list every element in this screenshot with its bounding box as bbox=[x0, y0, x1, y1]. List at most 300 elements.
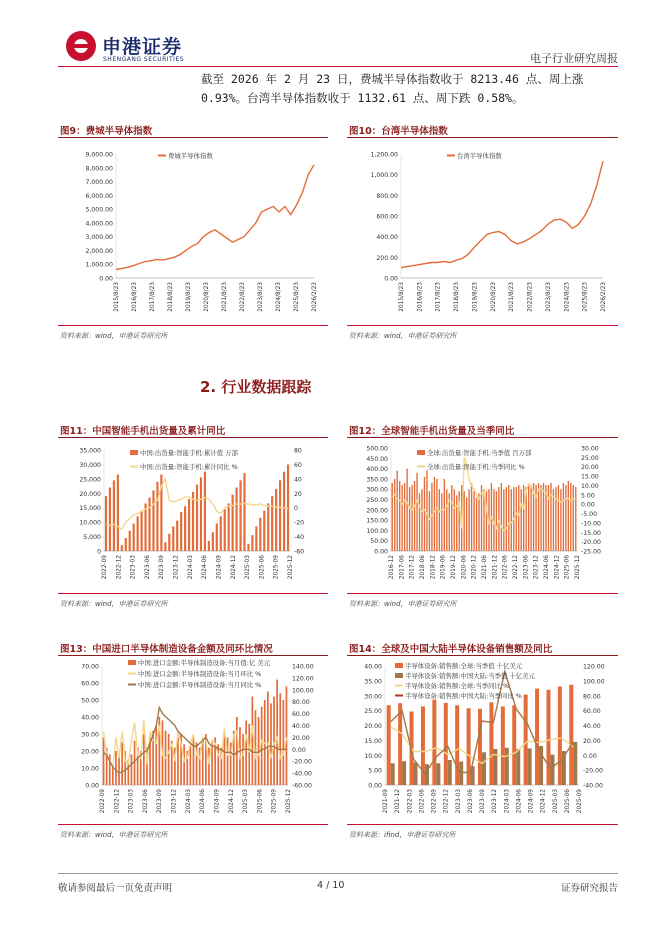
fig13-legend-label: 中国:进口金额:半导体制造设备:当月同比 % bbox=[138, 681, 262, 689]
fig11-bar bbox=[137, 516, 139, 551]
fig13-legend-label: 中国:进口金额:半导体制造设备:当月环比 % bbox=[138, 670, 262, 678]
fig11-bar bbox=[279, 480, 281, 551]
fig9-ytick-label: 2,000.00 bbox=[85, 247, 113, 255]
fig14-bar bbox=[467, 708, 471, 785]
fig14-bar bbox=[501, 706, 505, 785]
fig12-bar bbox=[563, 483, 564, 551]
fig14-legend-swatch bbox=[395, 673, 403, 678]
fig11-legend-swatch bbox=[130, 450, 138, 455]
fig9-xtick-label: 2018/8/23 bbox=[168, 282, 174, 312]
fig9-xtick-label: 2022/8/23 bbox=[240, 282, 246, 312]
fig14-ytick-label: 40.00 bbox=[364, 663, 382, 671]
fig13-xtick-label: 2022-12 bbox=[114, 789, 121, 814]
fig11-bar bbox=[172, 526, 174, 551]
fig12-bar bbox=[426, 471, 427, 551]
fig14-ytick-label: 5.00 bbox=[368, 767, 382, 775]
fig12-bar bbox=[421, 489, 422, 551]
fig13-chart bbox=[58, 658, 328, 818]
fig12-bar bbox=[550, 483, 551, 551]
fig14-bar bbox=[558, 687, 562, 785]
fig13-xtick-label: 2025-03 bbox=[243, 789, 250, 814]
fig10-xtick-label: 2016/8/23 bbox=[417, 282, 424, 312]
fig13-bar bbox=[242, 734, 244, 785]
fig14-bar bbox=[414, 762, 418, 785]
fig12-bar bbox=[459, 491, 460, 551]
fig12-bar bbox=[397, 471, 398, 551]
fig11-bar bbox=[271, 496, 273, 551]
fig12-ytick-label: 200.00 bbox=[366, 507, 388, 515]
fig12-xtick-label: 2022-12 bbox=[513, 555, 519, 580]
logo-text-en: SHENGANG SECURITIES bbox=[103, 56, 185, 63]
fig11-ytick-label: 0 bbox=[97, 548, 101, 556]
fig11-bar bbox=[235, 488, 237, 551]
fig11-xtick-label: 2022-12 bbox=[116, 555, 123, 580]
intro-paragraph: 截至 2026 年 2 月 23 日，费城半导体指数收于 8213.46 点、周上涨 0.93%。台湾半导体指数收于 1132.61 点、周下跌 0.58%。 bbox=[201, 72, 584, 105]
fig12-bar bbox=[498, 487, 499, 551]
fig14-bar bbox=[425, 764, 429, 785]
fig11-bar bbox=[113, 480, 115, 551]
fig9-xtick-label: 2017/8/23 bbox=[150, 282, 156, 312]
fig9-chart bbox=[58, 140, 328, 320]
fig11-xtick-label: 2023-06 bbox=[144, 555, 151, 580]
fig13-y2tick-label: 80.00 bbox=[292, 699, 310, 707]
fig13-xtick-label: 2025-09 bbox=[271, 789, 278, 814]
fig11-bar bbox=[168, 534, 170, 551]
fig11-source: 资料来源：wind，申港证券研究所 bbox=[60, 600, 168, 608]
fig13-bar bbox=[251, 697, 253, 785]
fig11-ytick-label: 30,000 bbox=[79, 461, 101, 469]
fig11-bottom-rule bbox=[58, 593, 328, 594]
fig13-bar bbox=[193, 737, 195, 785]
fig13-bar bbox=[131, 754, 133, 785]
fig12-bar bbox=[501, 483, 502, 551]
fig11-bar bbox=[263, 511, 265, 551]
fig14-legend-label: 半导体设备:销售额:全球:当季同比 % bbox=[405, 682, 510, 690]
fig11-bar bbox=[156, 482, 158, 551]
fig13-y2tick-label: 20.00 bbox=[292, 734, 310, 742]
fig10-ytick-label: 800.00 bbox=[376, 192, 398, 200]
fig14-xtick-label: 2025-03 bbox=[552, 789, 559, 814]
fig9-xtick-label: 2015/8/23 bbox=[114, 282, 120, 312]
fig9-xtick-label: 2016/8/23 bbox=[132, 282, 138, 312]
fig12-bar bbox=[568, 481, 569, 551]
fig12-bar bbox=[456, 495, 457, 551]
fig10-source: 资料来源：wind，申港证券研究所 bbox=[349, 332, 457, 340]
fig9-ytick-label: 9,000.00 bbox=[85, 151, 113, 159]
fig9-ytick-label: 1,000.00 bbox=[85, 261, 113, 269]
fig12-bar bbox=[451, 485, 452, 551]
fig13-bar bbox=[134, 741, 136, 785]
fig10-ytick-label: 1,200.00 bbox=[370, 151, 398, 159]
fig10-xtick-label: 2021/8/23 bbox=[509, 282, 516, 312]
fig13-ytick-label: 20.00 bbox=[81, 748, 99, 756]
fig12-bar bbox=[406, 469, 407, 551]
fig14-bar bbox=[387, 705, 391, 785]
fig14-y2tick-label: 100.00 bbox=[583, 678, 605, 686]
fig14-bar bbox=[478, 709, 482, 785]
fig9-rule bbox=[58, 137, 328, 138]
fig13-bar bbox=[286, 686, 288, 785]
fig11-xtick-label: 2025-09 bbox=[273, 555, 280, 580]
fig10-xtick-label: 2018/8/23 bbox=[454, 282, 461, 312]
fig12-bar bbox=[392, 483, 393, 551]
fig13-y2tick-label: -40.00 bbox=[292, 770, 312, 778]
fig14-legend-label: 半导体设备:销售额:中国大陆:当季同比 % bbox=[405, 692, 522, 700]
fig9-xtick-label: 2021/8/23 bbox=[222, 282, 228, 312]
fig14-ytick-label: 35.00 bbox=[364, 678, 382, 686]
fig11-xtick-label: 2024-09 bbox=[216, 555, 223, 580]
fig14-y2tick-label: -20.00 bbox=[583, 767, 603, 775]
fig10-ytick-label: 400.00 bbox=[376, 234, 398, 242]
fig12-bar bbox=[565, 485, 566, 551]
fig14-bar bbox=[402, 761, 406, 785]
fig12-bottom-rule bbox=[347, 593, 618, 594]
fig12-bar bbox=[444, 479, 445, 551]
fig9-xtick-label: 2026/2/23 bbox=[312, 282, 318, 312]
fig11-bar bbox=[184, 506, 186, 551]
fig11-bar bbox=[228, 503, 230, 551]
fig14-ytick-label: 0.00 bbox=[368, 782, 382, 790]
fig12-xtick-label: 2021-06 bbox=[482, 555, 488, 580]
fig11-xtick-label: 2024-12 bbox=[230, 555, 237, 580]
fig12-bar bbox=[543, 483, 544, 551]
fig12-y2tick-label: -20.00 bbox=[581, 539, 601, 547]
fig11-bar bbox=[176, 521, 178, 551]
fig14-ytick-label: 20.00 bbox=[364, 723, 382, 730]
fig11-bar bbox=[232, 495, 234, 551]
fig10-xtick-label: 2019/8/23 bbox=[472, 282, 479, 312]
fig12-xtick-label: 2020-06 bbox=[461, 555, 468, 580]
fig12-xtick-label: 2022-06 bbox=[502, 555, 509, 580]
fig12-bar bbox=[466, 497, 467, 551]
fig13-y2tick-label: 60.00 bbox=[292, 711, 310, 719]
fig11-xtick-label: 2023-03 bbox=[130, 555, 137, 580]
fig14-ytick-label: 10.00 bbox=[364, 752, 382, 760]
fig12-bar bbox=[454, 489, 455, 551]
fig11-xtick-label: 2025-06 bbox=[259, 555, 266, 580]
fig13-xtick-label: 2025-12 bbox=[286, 789, 292, 814]
fig11-bar bbox=[200, 477, 202, 551]
fig13-ytick-label: 10.00 bbox=[81, 765, 99, 773]
fig12-bar bbox=[503, 489, 504, 551]
fig10-ytick-label: 1,000.00 bbox=[370, 172, 398, 180]
fig9-legend-label: 费城半导体指数 bbox=[168, 152, 213, 160]
fig12-ytick-label: 50.00 bbox=[370, 538, 388, 546]
fig14-bar bbox=[546, 690, 550, 785]
fig13-bar bbox=[270, 703, 272, 785]
fig12-xtick-label: 2020-12 bbox=[471, 555, 478, 580]
fig12-bar bbox=[496, 491, 497, 551]
fig12-bar bbox=[516, 487, 517, 551]
fig9-title: 图9：费城半导体指数 bbox=[60, 126, 153, 137]
logo-text-cn: 申港证券 bbox=[102, 36, 183, 58]
fig13-xtick-label: 2023-09 bbox=[157, 789, 164, 814]
fig13-bar bbox=[115, 751, 117, 785]
fig14-bar bbox=[398, 703, 402, 785]
fig13-bar bbox=[267, 692, 269, 786]
fig12-legend-swatch bbox=[417, 450, 425, 455]
fig11-bar bbox=[152, 490, 154, 551]
fig12-ytick-label: 450.00 bbox=[366, 455, 388, 463]
fig13-y2tick-label: 40.00 bbox=[292, 723, 310, 730]
fig12-bar bbox=[538, 483, 539, 551]
fig13-bar bbox=[245, 720, 247, 785]
fig14-ytick-label: 30.00 bbox=[364, 693, 382, 701]
fig14-ytick-label: 15.00 bbox=[364, 737, 382, 745]
fig13-bar bbox=[189, 746, 191, 785]
fig13-xtick-label: 2024-12 bbox=[228, 789, 235, 814]
fig13-xtick-label: 2024-06 bbox=[200, 789, 207, 814]
fig9-series-line bbox=[116, 165, 314, 270]
fig10-ytick-label: 0.00 bbox=[384, 275, 398, 283]
fig11-bar bbox=[121, 545, 123, 551]
fig12-bar bbox=[468, 489, 469, 551]
fig10-rule bbox=[347, 137, 618, 138]
fig13-xtick-label: 2024-09 bbox=[214, 789, 221, 814]
fig12-bar bbox=[411, 485, 412, 551]
fig11-bar bbox=[212, 532, 214, 551]
fig12-bar bbox=[463, 491, 464, 551]
fig11-bar bbox=[251, 535, 253, 551]
fig13-ytick-label: 30.00 bbox=[81, 731, 99, 739]
fig14-bar bbox=[528, 748, 532, 785]
fig12-bar bbox=[486, 491, 487, 551]
fig13-bar bbox=[282, 700, 284, 785]
fig13-ytick-label: 0.00 bbox=[85, 782, 99, 790]
fig12-xtick-label: 2016-12 bbox=[389, 555, 395, 580]
fig12-y2tick-label: 25.00 bbox=[581, 454, 599, 462]
fig12-bar bbox=[419, 493, 420, 551]
fig14-xtick-label: 2022-03 bbox=[407, 789, 414, 814]
fig10-xtick-label: 2022/8/23 bbox=[527, 282, 534, 312]
fig12-xtick-label: 2024-06 bbox=[544, 555, 550, 580]
fig9-ytick-label: 3,000.00 bbox=[85, 234, 113, 242]
fig13-bar bbox=[183, 744, 185, 785]
fig11-bar bbox=[243, 473, 245, 551]
fig13-bar bbox=[208, 748, 210, 785]
fig12-bar bbox=[558, 485, 559, 551]
fig12-ytick-label: 150.00 bbox=[366, 517, 388, 525]
fig13-y2tick-label: -20.00 bbox=[292, 758, 312, 766]
fig12-bar bbox=[523, 485, 524, 551]
fig12-legend-label: 全球:出货量:智能手机:当季同比 % bbox=[427, 463, 525, 471]
fig14-bar bbox=[444, 703, 448, 785]
fig11-xtick-label: 2023-09 bbox=[159, 555, 166, 580]
fig11-ytick-label: 25,000 bbox=[79, 476, 101, 484]
fig12-bar bbox=[404, 483, 405, 551]
fig13-legend-swatch bbox=[128, 660, 136, 665]
fig13-bar bbox=[177, 737, 179, 785]
fig14-xtick-label: 2022-12 bbox=[443, 789, 450, 814]
fig14-legend-label: 半导体设备:销售额:全球:当季值 十亿美元 bbox=[405, 662, 523, 670]
fig14-bar bbox=[550, 755, 554, 785]
fig14-rule bbox=[347, 655, 618, 656]
fig14-y2tick-label: 40.00 bbox=[583, 723, 601, 730]
fig14-title: 图14：全球及中国大陆半导体设备销售额及同比 bbox=[349, 644, 553, 655]
fig12-bar bbox=[548, 485, 549, 551]
fig14-y2tick-label: 120.00 bbox=[583, 663, 605, 671]
fig13-xtick-label: 2022-09 bbox=[100, 789, 106, 814]
fig12-bar bbox=[518, 485, 519, 551]
fig14-bar bbox=[448, 760, 452, 785]
fig11-legend-label: 中国:出货量:智能手机:累计同比 % bbox=[140, 463, 238, 471]
fig12-y2tick-label: 15.00 bbox=[581, 473, 599, 481]
fig11-y2tick-label: -60 bbox=[294, 548, 305, 556]
fig10-legend-label: 台湾半导体指数 bbox=[457, 152, 502, 160]
fig12-y2tick-label: -25.00 bbox=[581, 548, 601, 556]
fig12-bar bbox=[506, 487, 507, 551]
fig13-legend-label: 中国:进口金额:半导体制造设备:当月值:亿 美元 bbox=[138, 659, 271, 667]
fig10-xtick-label: 2017/8/23 bbox=[435, 282, 442, 312]
fig14-bar bbox=[482, 752, 486, 785]
fig12-bar bbox=[478, 493, 479, 551]
fig10-series-line bbox=[401, 161, 603, 268]
report-type: 电子行业研究周报 bbox=[530, 52, 618, 65]
fig11-y2tick-label: -40 bbox=[294, 534, 305, 542]
fig10-bottom-rule bbox=[347, 325, 618, 326]
fig11-bar bbox=[144, 503, 146, 551]
fig14-bottom-rule bbox=[347, 824, 618, 825]
fig10-ytick-label: 200.00 bbox=[376, 254, 398, 262]
fig12-y2tick-label: 0.00 bbox=[581, 501, 595, 509]
fig9-source: 资料来源：wind，申港证券研究所 bbox=[60, 332, 168, 340]
fig10-ytick-label: 600.00 bbox=[376, 213, 398, 221]
fig11-bar bbox=[125, 538, 127, 551]
fig10-xtick-label: 2023/8/23 bbox=[545, 282, 552, 312]
fig12-ytick-label: 350.00 bbox=[366, 476, 388, 484]
fig14-xtick-label: 2025-06 bbox=[564, 789, 571, 814]
fig11-y2tick-label: -20 bbox=[294, 519, 305, 527]
fig13-ytick-label: 60.00 bbox=[81, 680, 99, 688]
fig11-ytick-label: 35,000 bbox=[79, 447, 101, 455]
fig12-xtick-label: 2017-06 bbox=[399, 555, 406, 580]
fig14-source: 资料来源：ifind，申港证券研究所 bbox=[349, 831, 456, 839]
fig14-xtick-label: 2023-09 bbox=[480, 789, 486, 814]
fig12-rule bbox=[347, 437, 618, 438]
fig13-bar bbox=[121, 743, 123, 786]
fig12-bar bbox=[528, 485, 529, 551]
fig12-bar bbox=[476, 497, 477, 551]
fig12-xtick-label: 2019-12 bbox=[451, 555, 457, 580]
fig10-xtick-label: 2024/8/23 bbox=[564, 282, 571, 312]
fig12-bar bbox=[401, 485, 402, 551]
fig14-bar bbox=[459, 761, 463, 785]
fig12-y2tick-label: 5.00 bbox=[581, 492, 595, 500]
fig14-bar bbox=[489, 702, 493, 785]
fig11-bar bbox=[224, 509, 226, 551]
fig14-xtick-label: 2021-09 bbox=[383, 789, 389, 814]
fig10-xtick-label: 2015/8/23 bbox=[399, 282, 405, 312]
fig14-xtick-label: 2022-09 bbox=[431, 789, 438, 814]
fig14-legend-swatch bbox=[395, 663, 403, 668]
fig14-xtick-label: 2024-03 bbox=[504, 789, 511, 814]
fig11-bar bbox=[109, 488, 111, 551]
fig14-xtick-label: 2022-06 bbox=[419, 789, 426, 814]
fig14-bar bbox=[535, 689, 539, 785]
fig13-title: 图13：中国进口半导体制造设备金额及同环比情况 bbox=[60, 644, 273, 655]
fig9-xtick-label: 2023/8/23 bbox=[258, 282, 264, 312]
fig13-bar bbox=[103, 737, 105, 785]
fig12-bar bbox=[540, 485, 541, 551]
fig14-bar bbox=[569, 685, 573, 785]
fig13-y2tick-label: -60.00 bbox=[292, 782, 312, 790]
fig12-xtick-label: 2025-06 bbox=[564, 555, 571, 580]
fig10-title: 图10：台湾半导体指数 bbox=[349, 126, 448, 137]
fig11-bar bbox=[267, 503, 269, 551]
fig11-xtick-label: 2022-09 bbox=[102, 555, 108, 580]
fig12-y2tick-label: -5.00 bbox=[581, 511, 598, 519]
fig9-xtick-label: 2025/8/23 bbox=[294, 282, 300, 312]
fig11-bar bbox=[180, 512, 182, 551]
fig12-bar bbox=[394, 479, 395, 551]
fig12-bar bbox=[530, 485, 531, 551]
fig13-bar bbox=[143, 734, 145, 785]
fig13-y2tick-label: 120.00 bbox=[292, 675, 314, 683]
fig12-xtick-label: 2021-12 bbox=[492, 555, 499, 580]
fig12-bar bbox=[471, 483, 472, 551]
fig12-ytick-label: 0.00 bbox=[374, 548, 388, 556]
fig14-bar bbox=[436, 763, 440, 785]
fig14-legend-label: 半导体设备:销售额:中国大陆:当季值 十亿美元 bbox=[405, 672, 535, 680]
fig14-xtick-label: 2023-12 bbox=[492, 789, 499, 814]
fig14-bar bbox=[455, 705, 459, 785]
fig14-y2tick-label: 80.00 bbox=[583, 693, 601, 701]
fig14-bar bbox=[432, 700, 436, 785]
fig12-bar bbox=[424, 477, 425, 551]
fig11-y2tick-label: 20 bbox=[294, 490, 302, 498]
fig13-xtick-label: 2023-03 bbox=[128, 789, 135, 814]
fig12-bar bbox=[573, 485, 574, 551]
fig13-xtick-label: 2023-06 bbox=[142, 789, 149, 814]
fig12-bar bbox=[493, 489, 494, 551]
fig12-bar bbox=[399, 481, 400, 551]
fig9-ytick-label: 7,000.00 bbox=[85, 179, 113, 187]
fig11-bar bbox=[133, 524, 135, 551]
fig12-y2tick-label: -15.00 bbox=[581, 529, 601, 537]
fig11-bar bbox=[259, 518, 261, 551]
fig14-bar bbox=[505, 748, 509, 785]
fig13-xtick-label: 2024-03 bbox=[185, 789, 192, 814]
fig11-bar bbox=[239, 480, 241, 551]
fig14-ytick-label: 25.00 bbox=[364, 708, 382, 716]
fig12-xtick-label: 2023-12 bbox=[533, 555, 540, 580]
fig13-bar bbox=[224, 734, 226, 785]
fig14-bar bbox=[391, 763, 395, 785]
fig12-chart bbox=[347, 440, 618, 590]
fig12-bar bbox=[436, 479, 437, 551]
fig13-y2tick-label: 140.00 bbox=[292, 663, 314, 671]
header-divider bbox=[58, 66, 618, 67]
fig13-bottom-rule bbox=[58, 824, 328, 825]
fig12-ytick-label: 400.00 bbox=[366, 466, 388, 474]
fig11-bar bbox=[220, 516, 222, 551]
fig12-bar bbox=[508, 485, 509, 551]
fig11-bar bbox=[188, 499, 190, 551]
fig11-bar bbox=[283, 472, 285, 551]
fig11-bar bbox=[216, 524, 218, 551]
fig12-ytick-label: 250.00 bbox=[366, 497, 388, 504]
fig13-xtick-label: 2025-06 bbox=[257, 789, 264, 814]
fig11-bar bbox=[141, 511, 143, 551]
fig12-bar bbox=[409, 487, 410, 551]
fig12-xtick-label: 2018-06 bbox=[420, 555, 426, 580]
fig12-bar bbox=[439, 489, 440, 551]
fig12-y2tick-label: 10.00 bbox=[581, 482, 599, 490]
section-title: 2. 行业数据跟踪 bbox=[200, 378, 312, 396]
fig13-xtick-label: 2023-12 bbox=[171, 789, 178, 814]
fig14-xtick-label: 2023-03 bbox=[455, 789, 462, 814]
fig14-y2tick-label: 20.00 bbox=[583, 737, 601, 745]
